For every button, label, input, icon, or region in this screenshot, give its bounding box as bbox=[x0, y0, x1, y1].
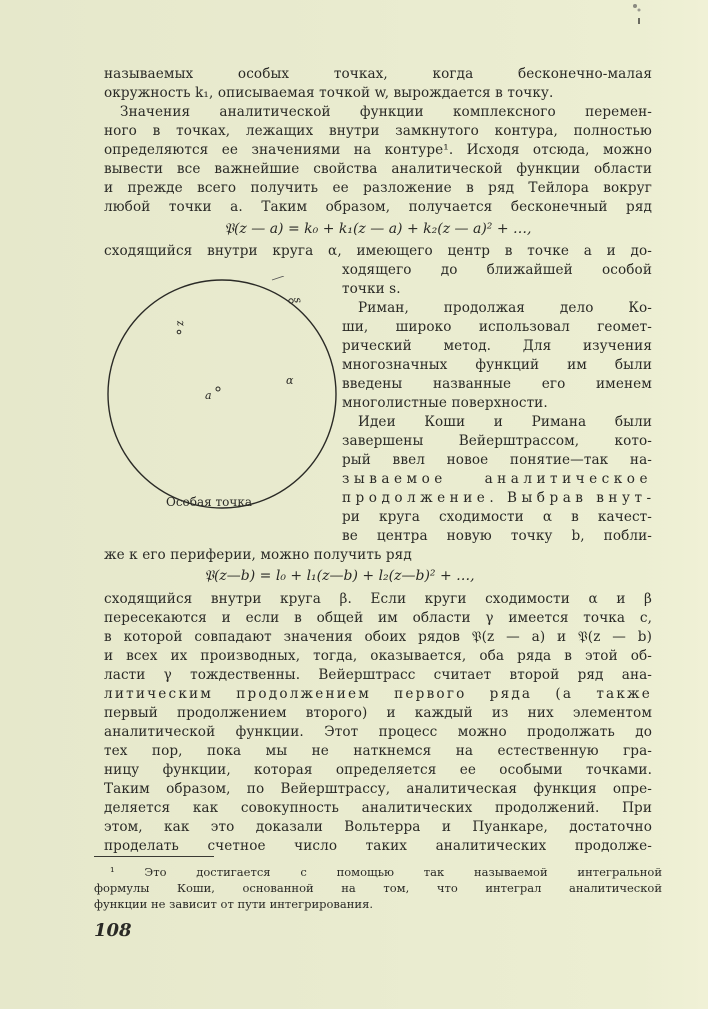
text-line: проделать счетное число таких аналитических продолже- bbox=[104, 838, 652, 854]
text-line: аналитической функции. Этот процесс можно продолжать до bbox=[104, 724, 652, 740]
text-line: рический метод. Для изучения bbox=[342, 338, 652, 354]
footnote-line: функции не зависит от пути интегрирования. bbox=[94, 897, 373, 911]
circle-diagram bbox=[104, 276, 340, 512]
text-line: сходящийся внутри круга α, имеющего центр в точке a и до- bbox=[104, 243, 652, 259]
text-line bbox=[104, 526, 344, 546]
footnote-line: формулы Коши, основанной на том, что интеграл аналитической bbox=[94, 881, 662, 895]
text-line: и всех их производных, тогда, оказывается, оба ряда в этой об- bbox=[104, 648, 652, 664]
figure-caption: Особая точка bbox=[166, 495, 252, 509]
text-line: определяются ее значениями на контуре¹. Исходя отсюда, можно bbox=[104, 142, 652, 158]
text-line: литическим продолжением первого ряда (а также bbox=[104, 686, 652, 702]
text-line: рый ввел новое понятие—так на- bbox=[342, 452, 652, 468]
formula-taylor-b: 𝔓(z—b) = l₀ + l₁(z—b) + l₂(z—b)² + …, bbox=[204, 568, 475, 584]
text-line: Таким образом, по Вейерштрассу, аналитическая функция опре- bbox=[104, 781, 652, 797]
text-line: вывести все важнейшие свойства аналитической функции области bbox=[104, 161, 652, 177]
text-line: ницу функции, которая определяется ее особыми точками. bbox=[104, 762, 652, 778]
text-line: ного в точках, лежащих внутри замкнутого контура, полностью bbox=[104, 123, 652, 139]
text-line: завершены Вейерштрассом, кото- bbox=[342, 433, 652, 449]
text-line: первый продолжением второго) и каждый из них элементом bbox=[104, 705, 652, 721]
text-line: ри круга сходимости α в качест- bbox=[342, 509, 652, 525]
text-line: и прежде всего получить ее разложение в ряд Тейлора вокруг bbox=[104, 180, 652, 196]
text-line: в которой совпадают значения обоих рядов 𝔓(z — a) и 𝔓(z — b) bbox=[104, 629, 652, 645]
text-line: же к его периферии, можно получить ряд bbox=[104, 547, 412, 563]
svg-text:a: a bbox=[205, 389, 212, 402]
text-line: многозначных функций им были bbox=[342, 357, 652, 373]
text-line: этом, как это доказали Вольтерра и Пуанкаре, достаточно bbox=[104, 819, 652, 835]
text-line: ве центра новую точку b, побли- bbox=[342, 528, 652, 544]
text-line: деляется как совокупность аналитических продолжений. При bbox=[104, 800, 652, 816]
svg-text:α: α bbox=[286, 374, 294, 387]
text-line: Значения аналитической функции комплексного перемен- bbox=[120, 104, 652, 120]
text-line: введены названные его именем bbox=[342, 376, 652, 392]
formula-taylor-a: 𝔓(z — a) = k₀ + k₁(z — a) + k₂(z — a)² + …, bbox=[224, 221, 532, 237]
text-line: сходящийся внутри круга β. Если круги сходимости α и β bbox=[104, 591, 652, 607]
page-number: 108 bbox=[94, 920, 132, 941]
circle-of-convergence-figure bbox=[104, 276, 340, 512]
text-line: продолжение. Выбрав внут- bbox=[342, 490, 656, 506]
text-line: называемых особых точках, когда бесконечно-малая bbox=[104, 66, 652, 82]
text-line: Риман, продолжая дело Ко- bbox=[358, 300, 652, 316]
text-line: зываемое аналитическое bbox=[342, 471, 652, 487]
text-line: окружность k₁, описываемая точкой w, вырождается в точку. bbox=[104, 85, 554, 101]
svg-text:z: z bbox=[174, 319, 188, 328]
text-line: пересекаются и если в общей им области γ имеется точка c, bbox=[104, 610, 652, 626]
text-line: точки s. bbox=[342, 281, 401, 297]
text-line: ласти γ тождественны. Вейерштрасс считает второй ряд ана- bbox=[104, 667, 652, 683]
text-line: Идеи Коши и Римана были bbox=[358, 414, 652, 430]
footnote-line: ¹ Это достигается с помощью так называемой интегральной bbox=[110, 865, 662, 879]
scan-smudge bbox=[630, 2, 644, 30]
text-line: многолистные поверхности. bbox=[342, 395, 548, 411]
svg-text:s: s bbox=[291, 296, 305, 305]
footnote-divider bbox=[94, 856, 214, 857]
text-line: ши, широко использовал геомет- bbox=[342, 319, 652, 335]
text-line: ходящего до ближайшей особой bbox=[342, 262, 652, 278]
text-line: любой точки a. Таким образом, получается бесконечный ряд bbox=[104, 199, 652, 215]
text-line: тех пор, пока мы не наткнемся на естественную гра- bbox=[104, 743, 652, 759]
